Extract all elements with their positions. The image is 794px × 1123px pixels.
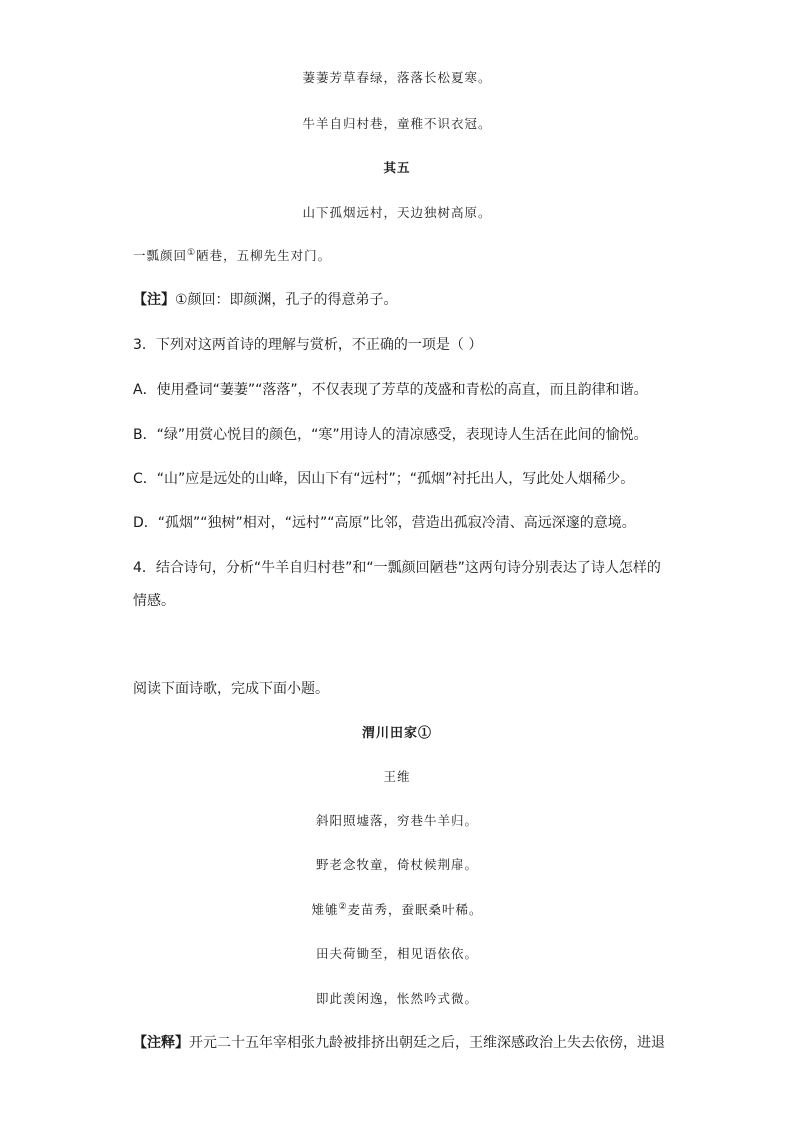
annotation xyxy=(133,1032,665,1052)
poem-line xyxy=(133,246,331,264)
footnote-marker: ① xyxy=(187,247,197,258)
poem-line xyxy=(0,900,794,918)
poem-line: 萋萋芳草春绿，落落长松夏寒。 xyxy=(302,70,492,85)
poem-line: 即此羡闲逸，怅然吟式微。 xyxy=(315,991,478,1006)
poem-line: 山下孤烟远村，天边独树高原。 xyxy=(302,205,492,220)
reading-instruction: 阅读下面诗歌，完成下面小题。 xyxy=(133,681,329,697)
annotation-text: 开元二十五年宰相张九龄被排挤出朝廷之后，王维深感政治上失去依傍，进退 xyxy=(189,1035,665,1051)
option-d: D．“孤烟”“独树”相对，“远村”“高原”比邻，营造出孤寂冷清、高远深邃的意境。 xyxy=(133,515,636,531)
poem-line-text: 陋巷，五柳先生对门。 xyxy=(196,248,332,263)
footnote-label: 【注】 xyxy=(133,292,175,308)
option-c: C．“山”应是远处的山峰，因山下有“远村”；“孤烟”衬托出人，写此处人烟稀少。 xyxy=(133,471,635,487)
poem-line: 田夫荷锄至，相见语依依。 xyxy=(315,946,478,961)
poem-line: 斜阳照墟落，穷巷牛羊归。 xyxy=(315,813,478,828)
footnote-marker: ② xyxy=(338,901,348,912)
poem-line-text: 麦苗秀，蚕眠桑叶稀。 xyxy=(347,902,483,917)
option-a: A．使用叠词“萋萋”“落落”，不仅表现了芳草的茂盛和青松的高直，而且韵律和谐。 xyxy=(133,382,648,398)
annotation-label: 【注释】 xyxy=(133,1035,189,1051)
poem-line-text: 一瓢颜回 xyxy=(133,248,188,263)
poem-author: 王维 xyxy=(383,769,411,784)
footnote-text: ①颜回：即颜渊，孔子的得意弟子。 xyxy=(175,292,398,308)
poem-title: 渭川田家① xyxy=(361,726,432,741)
poem-line: 牛羊自归村巷，童稚不识衣冠。 xyxy=(302,116,492,131)
question-stem-continued: 情感。 xyxy=(133,593,175,609)
poem-section-heading: 其五 xyxy=(383,160,411,175)
footnote xyxy=(133,289,398,309)
question-stem: 4．结合诗句，分析“牛羊自归村巷”和“一瓢颜回陋巷”这两句诗分别表达了诗人怎样的 xyxy=(133,560,661,576)
poem-line-text: 雉雊 xyxy=(311,902,339,917)
option-b: B．“绿”用赏心悦目的颜色，“寒”用诗人的清凉感受，表现诗人生活在此间的愉悦。 xyxy=(133,427,648,443)
question-stem: 3．下列对这两首诗的理解与赏析，不正确的一项是（ ） xyxy=(133,337,483,353)
poem-line: 野老念牧童，倚杖候荆扉。 xyxy=(315,857,478,872)
